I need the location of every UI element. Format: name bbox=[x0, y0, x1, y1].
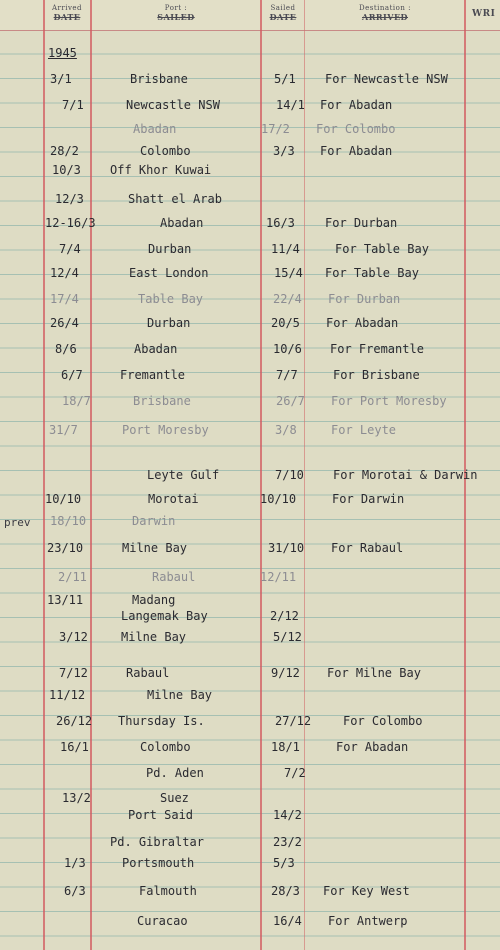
destination: For Morotai & Darwin bbox=[333, 468, 478, 482]
arrived-date: 31/7 bbox=[49, 423, 78, 437]
port-name: Pd. Gibraltar bbox=[110, 835, 204, 849]
port-name: Milne Bay bbox=[121, 630, 187, 644]
port-name: Thursday Is. bbox=[118, 714, 205, 728]
header-sailed-struck: DATE bbox=[269, 12, 297, 22]
arrived-date: 3/12 bbox=[59, 630, 88, 644]
arrived-date: 10/3 bbox=[52, 163, 81, 177]
sailed-date: 3/8 bbox=[275, 423, 297, 437]
sailed-date: 7/2 bbox=[284, 766, 306, 780]
port-name: East London bbox=[129, 266, 209, 280]
sailed-date: 20/5 bbox=[271, 316, 300, 330]
destination: For Port Moresby bbox=[331, 394, 447, 408]
port-name: Morotai bbox=[148, 492, 199, 506]
sailed-date: 5/3 bbox=[273, 856, 295, 870]
sailed-date: 10/6 bbox=[273, 342, 302, 356]
destination: For Brisbane bbox=[333, 368, 420, 382]
sailed-date: 2/12 bbox=[270, 609, 299, 623]
arrived-date: 11/12 bbox=[49, 688, 86, 702]
margin-note: prev bbox=[4, 516, 31, 529]
sailed-date: 26/7 bbox=[276, 394, 305, 408]
destination: For Antwerp bbox=[328, 914, 408, 928]
port-name: Durban bbox=[148, 242, 192, 256]
arrived-date: 3/1 bbox=[50, 72, 72, 86]
arrived-date: 26/12 bbox=[56, 714, 93, 728]
sailed-date: 16/4 bbox=[273, 914, 302, 928]
port-name: Rabaul bbox=[126, 666, 170, 680]
sailed-date: 7/10 bbox=[275, 468, 304, 482]
arrived-date: 26/4 bbox=[50, 316, 79, 330]
sailed-date: 28/3 bbox=[271, 884, 300, 898]
sailed-date: 10/10 bbox=[260, 492, 297, 506]
sailed-date: 9/12 bbox=[271, 666, 300, 680]
destination: For Colombo bbox=[316, 122, 396, 136]
rule-arrived bbox=[90, 0, 92, 950]
arrived-date: 12/4 bbox=[50, 266, 79, 280]
port-name: Table Bay bbox=[138, 292, 204, 306]
sailed-date: 5/1 bbox=[274, 72, 296, 86]
port-name: Abadan bbox=[134, 342, 178, 356]
rule-port bbox=[260, 0, 262, 950]
arrived-date: 16/1 bbox=[60, 740, 89, 754]
header-sailed-label: Sailed bbox=[270, 4, 296, 12]
port-name: Fremantle bbox=[120, 368, 186, 382]
destination: For Colombo bbox=[343, 714, 423, 728]
arrived-date: 7/1 bbox=[62, 98, 84, 112]
port-name: Brisbane bbox=[133, 394, 191, 408]
sailed-date: 5/12 bbox=[273, 630, 302, 644]
destination: For Rabaul bbox=[331, 541, 404, 555]
sailed-date: 15/4 bbox=[274, 266, 303, 280]
port-name: Milne Bay bbox=[147, 688, 213, 702]
header-destination bbox=[306, 4, 464, 22]
destination: For Fremantle bbox=[330, 342, 424, 356]
port-name: Rabaul bbox=[152, 570, 196, 584]
destination: For Abadan bbox=[326, 316, 399, 330]
header-port bbox=[92, 4, 260, 22]
destination: For Table Bay bbox=[335, 242, 429, 256]
port-name: Off Khor Kuwai bbox=[110, 163, 212, 177]
port-name: Portsmouth bbox=[122, 856, 195, 870]
destination: For Leyte bbox=[331, 423, 397, 437]
arrived-date: 13/2 bbox=[62, 791, 91, 805]
destination: For Key West bbox=[323, 884, 410, 898]
destination: For Table Bay bbox=[325, 266, 419, 280]
sailed-date: 12/11 bbox=[260, 570, 297, 584]
arrived-date: 2/11 bbox=[58, 570, 87, 584]
arrived-date: 1/3 bbox=[64, 856, 86, 870]
sailed-date: 3/3 bbox=[273, 144, 295, 158]
port-name: Pd. Aden bbox=[146, 766, 204, 780]
destination: For Newcastle NSW bbox=[325, 72, 448, 86]
header-destination-struck: ARRIVED bbox=[362, 12, 408, 22]
port-name: Shatt el Arab bbox=[128, 192, 222, 206]
port-name: Falmouth bbox=[139, 884, 197, 898]
port-name: Abadan bbox=[133, 122, 177, 136]
year-label: 1945 bbox=[48, 46, 77, 60]
destination: For Milne Bay bbox=[327, 666, 421, 680]
arrived-date: 7/12 bbox=[59, 666, 88, 680]
sailed-date: 11/4 bbox=[271, 242, 300, 256]
destination: For Abadan bbox=[320, 98, 393, 112]
destination: For Darwin bbox=[332, 492, 405, 506]
sailed-date: 7/7 bbox=[276, 368, 298, 382]
header-destination-label: Destination : bbox=[359, 4, 411, 12]
rule-left bbox=[43, 0, 45, 950]
port-name: Abadan bbox=[160, 216, 204, 230]
destination: For Abadan bbox=[320, 144, 393, 158]
sailed-date: 22/4 bbox=[273, 292, 302, 306]
arrived-date: 8/6 bbox=[55, 342, 77, 356]
arrived-date: 17/4 bbox=[50, 292, 79, 306]
sailed-date: 17/2 bbox=[261, 122, 290, 136]
arrived-date: 7/4 bbox=[59, 242, 81, 256]
arrived-date: 6/3 bbox=[64, 884, 86, 898]
rule-sailed bbox=[304, 0, 305, 950]
arrived-date: 6/7 bbox=[61, 368, 83, 382]
port-name: Milne Bay bbox=[122, 541, 188, 555]
destination: For Abadan bbox=[336, 740, 409, 754]
port-name: Port Said bbox=[128, 808, 194, 822]
header-port-label: Port : bbox=[164, 4, 188, 12]
header-sailed bbox=[262, 4, 304, 22]
header-arrived bbox=[44, 4, 90, 22]
port-name: Colombo bbox=[140, 144, 191, 158]
port-name: Port Moresby bbox=[122, 423, 209, 437]
port-name: Madang bbox=[132, 593, 176, 607]
header-arrived-struck: DATE bbox=[53, 12, 81, 22]
port-name: Newcastle NSW bbox=[126, 98, 220, 112]
arrived-date: 12-16/3 bbox=[45, 216, 96, 230]
sailed-date: 16/3 bbox=[266, 216, 295, 230]
sailed-date: 31/10 bbox=[268, 541, 305, 555]
port-name: Langemak Bay bbox=[121, 609, 208, 623]
sailed-date: 27/12 bbox=[275, 714, 312, 728]
port-name: Brisbane bbox=[130, 72, 188, 86]
destination: For Durban bbox=[325, 216, 398, 230]
port-name: Leyte Gulf bbox=[147, 468, 220, 482]
port-name: Curacao bbox=[137, 914, 188, 928]
sailed-date: 14/1 bbox=[276, 98, 305, 112]
arrived-date: 10/10 bbox=[45, 492, 82, 506]
port-name: Colombo bbox=[140, 740, 191, 754]
port-name: Durban bbox=[147, 316, 191, 330]
arrived-date: 18/7 bbox=[62, 394, 91, 408]
sailed-date: 14/2 bbox=[273, 808, 302, 822]
arrived-date: 12/3 bbox=[55, 192, 84, 206]
header-remarks: WRI bbox=[472, 9, 496, 19]
arrived-date: 23/10 bbox=[47, 541, 84, 555]
sailed-date: 23/2 bbox=[273, 835, 302, 849]
arrived-date: 28/2 bbox=[50, 144, 79, 158]
sailed-date: 18/1 bbox=[271, 740, 300, 754]
header-arrived-label: Arrived bbox=[51, 4, 83, 12]
port-name: Suez bbox=[160, 791, 189, 805]
destination: For Durban bbox=[328, 292, 401, 306]
arrived-date: 18/10 bbox=[50, 514, 87, 528]
header-port-struck: SAILED bbox=[157, 12, 195, 22]
arrived-date: 13/11 bbox=[47, 593, 84, 607]
port-name: Darwin bbox=[132, 514, 176, 528]
